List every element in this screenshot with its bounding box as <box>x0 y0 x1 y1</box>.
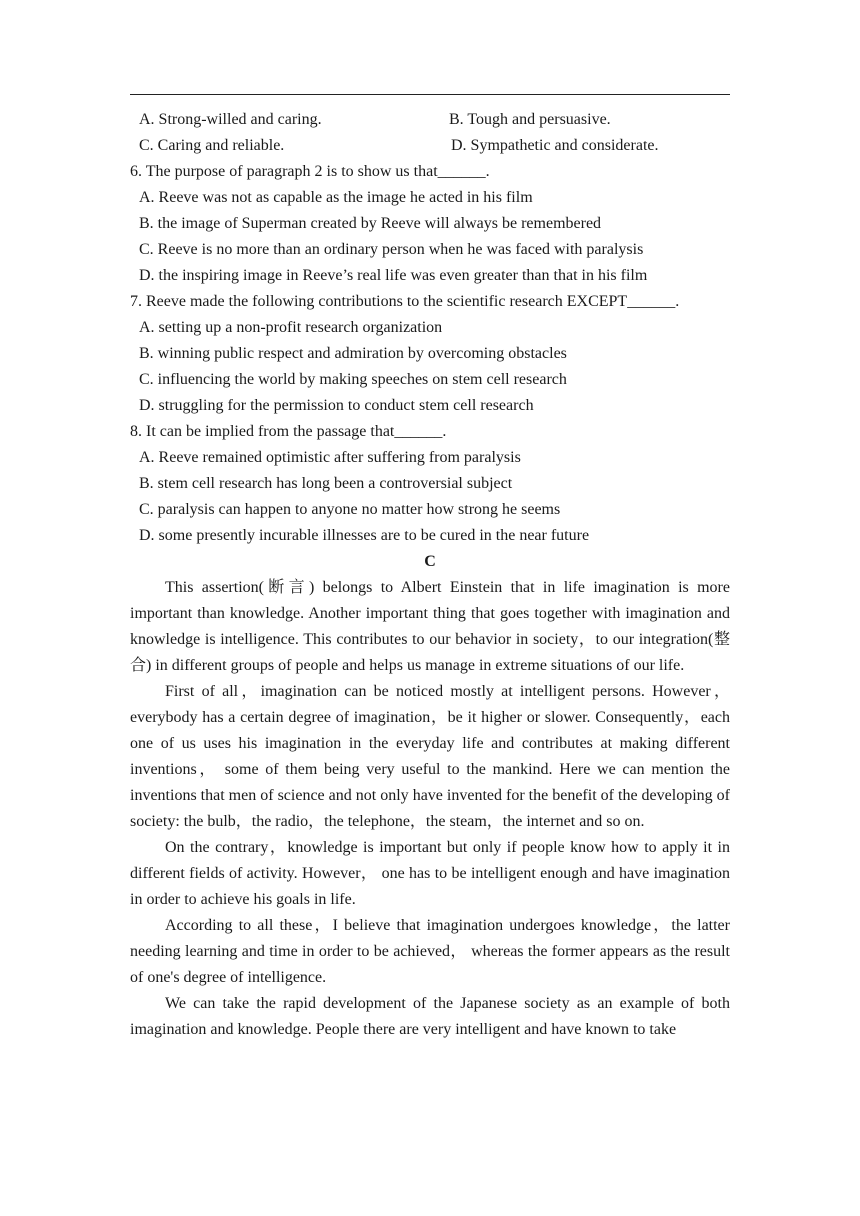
q7-option-b: B. winning public respect and admiration by overcoming obstacles <box>139 345 567 362</box>
q5-options-row-2 <box>130 133 730 159</box>
q7-stem: 7. Reeve made the following contributions to the scientific research EXCEPT______. <box>130 293 680 310</box>
q6-option-d: D. the inspiring image in Reeve’s real life was even greater than that in his film <box>139 267 648 284</box>
q5-option-d: D. Sympathetic and considerate. <box>451 137 659 154</box>
q6-option-b: B. the image of Superman created by Reeve will always be remembered <box>139 215 602 232</box>
q8-option-c: C. paralysis can happen to anyone no matter how strong he seems <box>139 501 561 518</box>
q6-stem: 6. The purpose of paragraph 2 is to show us that______. <box>130 163 490 180</box>
q7-option-c: C. influencing the world by making speeches on stem cell research <box>139 371 567 388</box>
passage-c <box>130 575 730 1043</box>
q5-option-a: A. Strong-willed and caring. <box>139 111 322 128</box>
q8-option-a: A. Reeve remained optimistic after suffering from paralysis <box>139 449 521 466</box>
passage-paragraph-2: First of all，imagination can be noticed mostly at intelligent persons. However，everybody has a certain degree of imagination，be it higher or slower. Consequently，each one of us uses his imagination in the everyday life and contributes at making different inventions， some of them being very useful to the mankind. Here we can mention the inventions that men of science and not only have invented for the benefit of the developing of society: the bulb，the radio，the telephone，the steam，the internet and so on. <box>130 683 731 830</box>
passage-paragraph-1: This assertion(断言) belongs to Albert Einstein that in life imagination is more important than knowledge. Another important thing that goes together with imagination and knowledge is intelligence. This contributes to our behavior in society，to our integration(整合) in different groups of people and helps us manage in extreme situations of our life. <box>130 579 731 674</box>
passage-paragraph-4: According to all these，I believe that imagination undergoes knowledge，the latter needing learning and time in order to be achieved， whereas the former appears as the result of one's degree of intelligence. <box>130 917 730 986</box>
q5-options-row-1 <box>130 107 730 133</box>
passage-paragraph-5: We can take the rapid development of the Japanese society as an example of both imagination and knowledge. People there are very intelligent and have known to take <box>130 995 730 1038</box>
question-block <box>130 107 730 549</box>
q7-option-d: D. struggling for the permission to conduct stem cell research <box>139 397 534 414</box>
q8-option-d: D. some presently incurable illnesses are to be cured in the near future <box>139 527 590 544</box>
q5-option-c: C. Caring and reliable. <box>139 137 285 154</box>
q8-stem: 8. It can be implied from the passage that______. <box>130 423 447 440</box>
passage-paragraph-3: On the contrary，knowledge is important but only if people know how to apply it in different fields of activity. However， one has to be intelligent enough and have imagination in order to achieve his goals in life. <box>130 839 730 908</box>
section-heading: C <box>424 553 436 570</box>
q5-option-b: B. Tough and persuasive. <box>449 111 611 128</box>
header-rule <box>130 94 730 95</box>
q6-option-a: A. Reeve was not as capable as the image he acted in his film <box>139 189 533 206</box>
q7-option-a: A. setting up a non-profit research organization <box>139 319 443 336</box>
q6-option-c: C. Reeve is no more than an ordinary person when he was faced with paralysis <box>139 241 644 258</box>
q8-option-b: B. stem cell research has long been a controversial subject <box>139 475 513 492</box>
